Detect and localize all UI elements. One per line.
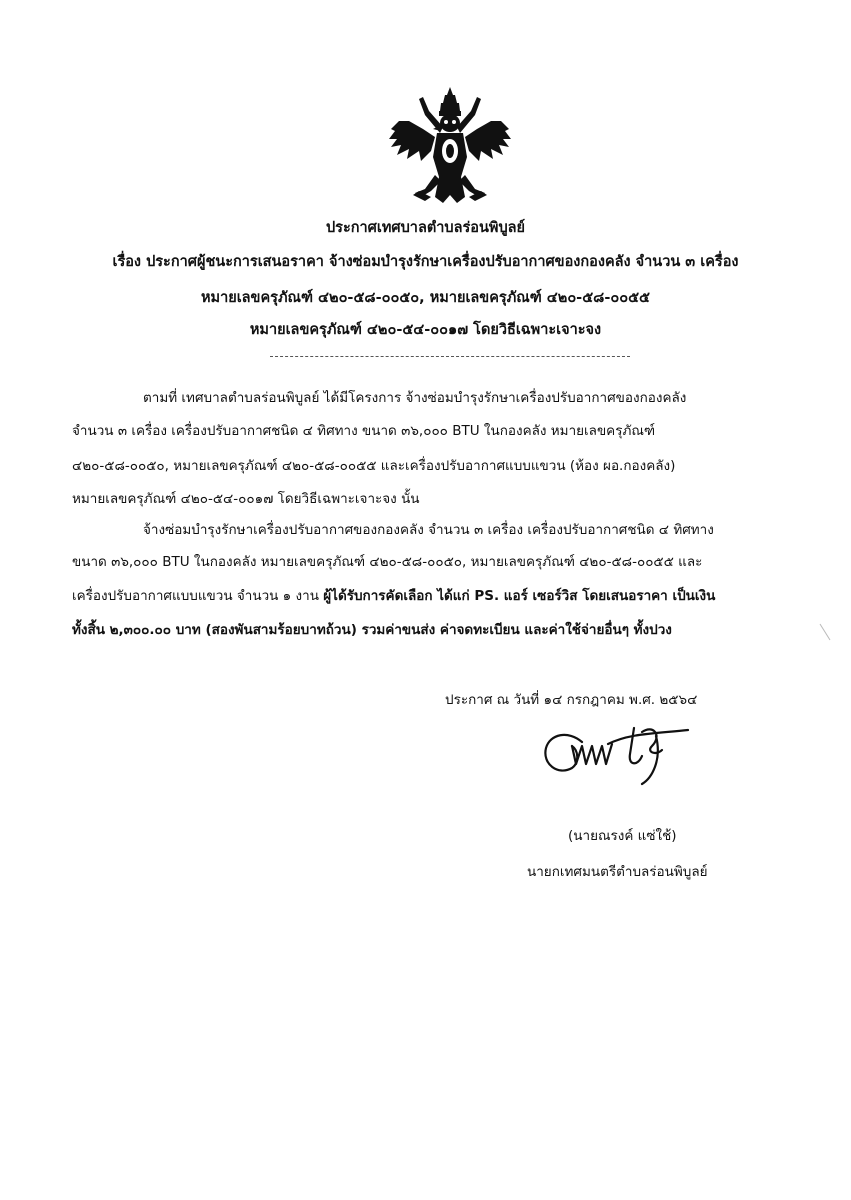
handwritten-signature (538, 720, 708, 788)
signer-position: นายกเทศมนตรีตำบลร่อนพิบูลย์ (527, 864, 708, 880)
paragraph-1-line: ตามที่ เทศบาลตำบลร่อนพิบูลย์ ได้มีโครงการ จ้างซ่อมบำรุงรักษาเครื่องปรับอากาศของกองคลัง (143, 390, 687, 406)
paragraph-2-total-line: ทั้งสิ้น ๒,๓๐๐.๐๐ บาท (สองพันสามร้อยบาทถ้วน) รวมค่าขนส่ง ค่าจดทะเบียน และค่าใช้จ่ายอื่นๆ ทั้งปวง (72, 622, 672, 638)
asset-numbers-line-1: หมายเลขครุภัณฑ์ ๔๒๐-๕๘-๐๐๕๐, หมายเลขครุภัณฑ์ ๔๒๐-๕๘-๐๐๕๕ (200, 290, 651, 306)
dashed-divider (270, 356, 630, 357)
scan-mark (818, 622, 832, 642)
paragraph-2-text: เครื่องปรับอากาศแบบแขวน จำนวน ๑ งาน (72, 588, 324, 604)
winner-text: ผู้ได้รับการคัดเลือก ได้แก่ PS. แอร์ เซอร์วิส โดยเสนอราคา เป็นเงิน (323, 588, 716, 604)
paragraph-1-line: ๔๒๐-๕๘-๐๐๕๐, หมายเลขครุภัณฑ์ ๔๒๐-๕๘-๐๐๕๕ และเครื่องปรับอากาศแบบแขวน (ห้อง ผอ.กองคลัง) (72, 458, 676, 474)
paragraph-1-line: จำนวน ๓ เครื่อง เครื่องปรับอากาศชนิด ๔ ทิศทาง ขนาด ๓๖,๐๐๐ BTU ในกองคลัง หมายเลขครุภัณฑ์ (72, 423, 656, 439)
paragraph-2-line (72, 586, 715, 606)
announcement-title: ประกาศเทศบาลตำบลร่อนพิบูลย์ (325, 220, 526, 236)
asset-numbers-line-2: หมายเลขครุภัณฑ์ ๔๒๐-๕๔-๐๐๑๗ โดยวิธีเฉพาะเจาะจง (249, 322, 602, 338)
paragraph-1-line: หมายเลขครุภัณฑ์ ๔๒๐-๕๔-๐๐๑๗ โดยวิธีเฉพาะเจาะจง นั้น (72, 491, 420, 507)
signer-name: (นายณรงค์ แซ่ใช้) (568, 828, 677, 844)
announcement-date: ประกาศ ณ วันที่ ๑๔ กรกฎาคม พ.ศ. ๒๕๖๔ (445, 692, 698, 708)
paragraph-2-line: จ้างซ่อมบำรุงรักษาเครื่องปรับอากาศของกองคลัง จำนวน ๓ เครื่อง เครื่องปรับอากาศชนิด ๔ ทิศทาง (143, 522, 714, 538)
garuda-emblem-icon (385, 85, 515, 207)
paragraph-2-line: ขนาด ๓๖,๐๐๐ BTU ในกองคลัง หมายเลขครุภัณฑ์ ๔๒๐-๕๘-๐๐๕๐, หมายเลขครุภัณฑ์ ๔๒๐-๕๘-๐๐๕๕ และ (72, 554, 703, 570)
announcement-subject: เรื่อง ประกาศผู้ชนะการเสนอราคา จ้างซ่อมบำรุงรักษาเครื่องปรับอากาศของกองคลัง จำนวน ๓ เครื่อง (112, 254, 739, 270)
